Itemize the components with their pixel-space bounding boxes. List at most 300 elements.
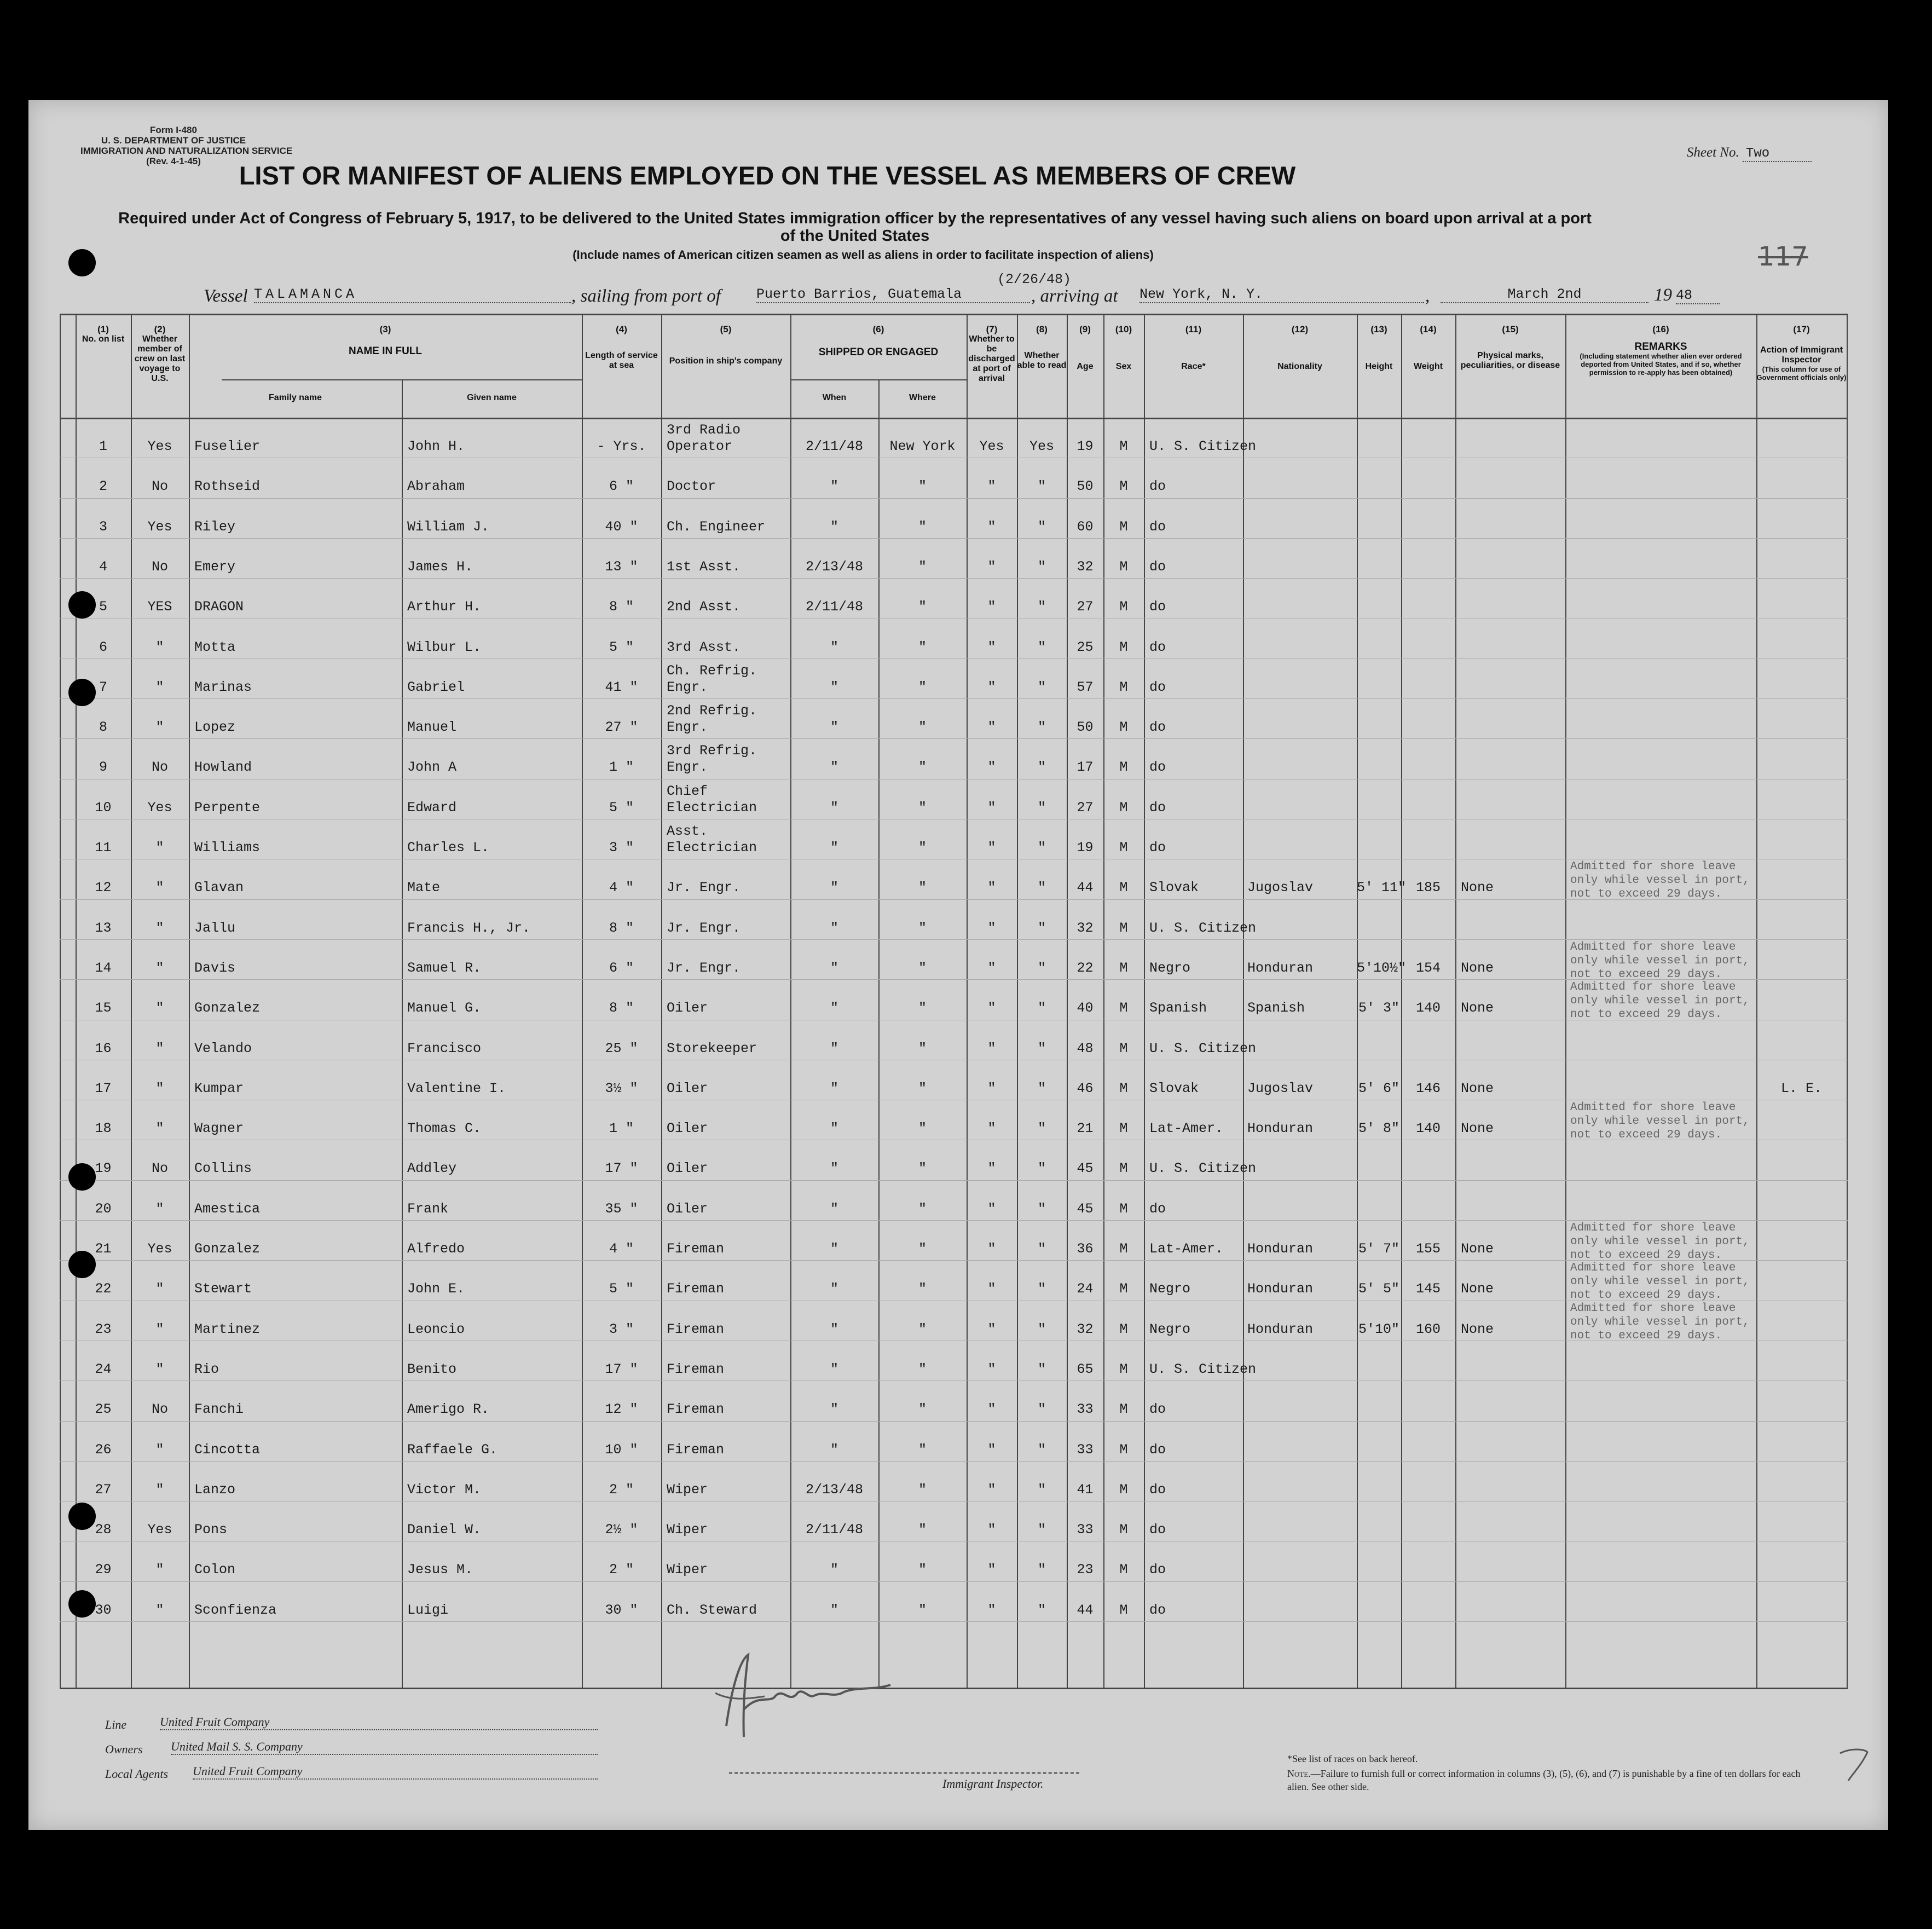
- cell-family: Stewart: [194, 1281, 252, 1297]
- cell-family: DRAGON: [194, 599, 244, 615]
- cell-where: ": [918, 1241, 927, 1257]
- cell-prev: ": [155, 1361, 164, 1377]
- cell-marks: None: [1461, 1241, 1494, 1257]
- cell-service: 2 ": [609, 1562, 634, 1578]
- header-when: When: [822, 393, 847, 402]
- cell-where: ": [918, 920, 927, 936]
- cell-remarks: Admitted for shore leave only while vessel in port, not to exceed 29 days.: [1570, 981, 1750, 1021]
- cell-family: Kumpar: [194, 1080, 244, 1096]
- cell-sex: M: [1119, 1080, 1128, 1096]
- cell-marks: None: [1461, 1321, 1494, 1337]
- cell-read: ": [1037, 960, 1046, 976]
- cell-position: 3rd Refrig. Engr.: [667, 743, 757, 776]
- cell-discharged: ": [987, 478, 996, 495]
- cell-race: U. S. Citizen: [1149, 920, 1257, 936]
- cell-age: 50: [1077, 478, 1094, 495]
- cell-family: Collins: [194, 1160, 252, 1177]
- cell-service: 1 ": [609, 759, 634, 776]
- cell-nationality: Jugoslav: [1247, 1080, 1314, 1096]
- cell-family: Colon: [194, 1562, 236, 1578]
- cell-service: 5 ": [609, 1281, 634, 1297]
- cell-where: ": [918, 1361, 927, 1377]
- cell-service: 41 ": [605, 679, 638, 695]
- cell-prev: ": [155, 1562, 164, 1578]
- cell-sex: M: [1119, 1401, 1128, 1418]
- cell-no: 25: [95, 1401, 112, 1418]
- cell-age: 65: [1077, 1361, 1094, 1377]
- cell-family: Howland: [194, 759, 252, 776]
- cell-sex: M: [1119, 920, 1128, 936]
- cell-family: Motta: [194, 639, 236, 655]
- cell-when: ": [830, 799, 838, 816]
- header-family-name: Family name: [269, 393, 322, 402]
- cell-discharged: ": [987, 799, 996, 816]
- cell-race: Negro: [1149, 1281, 1191, 1297]
- cell-read: ": [1037, 1441, 1046, 1458]
- cell-where: ": [918, 880, 927, 896]
- cell-read: ": [1037, 478, 1046, 495]
- cell-prev: ": [155, 1080, 164, 1096]
- cell-no: 24: [95, 1361, 112, 1377]
- cell-family: Cincotta: [194, 1441, 261, 1458]
- cell-prev: No: [151, 558, 168, 575]
- cell-where: ": [918, 1200, 927, 1217]
- cell-where: ": [918, 759, 927, 776]
- row-divider: [60, 1421, 1848, 1422]
- cell-sex: M: [1119, 960, 1128, 976]
- cell-where: ": [918, 558, 927, 575]
- cell-family: Fuselier: [194, 438, 261, 454]
- cell-read: ": [1037, 639, 1046, 655]
- cell-where: ": [918, 719, 927, 736]
- row-divider: [60, 498, 1848, 499]
- cell-given: Francisco: [407, 1040, 482, 1056]
- header-age: (9) Age: [1077, 324, 1094, 371]
- cell-nationality: Jugoslav: [1247, 880, 1314, 896]
- cell-service: 35 ": [605, 1200, 638, 1217]
- cell-read: ": [1037, 558, 1046, 575]
- cell-when: ": [830, 920, 838, 936]
- cell-no: 4: [99, 558, 107, 575]
- cell-weight: 185: [1415, 880, 1441, 896]
- cell-family: Lanzo: [194, 1481, 236, 1498]
- cell-prev: No: [151, 1160, 168, 1177]
- cell-discharged: ": [987, 1200, 996, 1217]
- cell-given: Edward: [407, 799, 457, 816]
- cell-age: 27: [1077, 799, 1094, 816]
- header-name-in-full: (3) NAME IN FULL: [348, 324, 423, 357]
- cell-age: 32: [1077, 1321, 1094, 1337]
- cell-service: 8 ": [609, 1000, 634, 1017]
- cell-service: 8 ": [609, 599, 634, 615]
- cell-no: 6: [99, 639, 107, 655]
- cell-given: Luigi: [407, 1602, 449, 1618]
- form-number: Form I-480: [150, 125, 197, 135]
- cell-discharged: ": [987, 518, 996, 535]
- cell-where: ": [918, 679, 927, 695]
- cell-race: do: [1149, 478, 1166, 495]
- cell-where: ": [918, 1000, 927, 1017]
- document-title: LIST OR MANIFEST OF ALIENS EMPLOYED ON THE VESSEL AS MEMBERS OF CREW: [239, 161, 1296, 190]
- cell-nationality: Honduran: [1247, 960, 1314, 976]
- cell-given: Gabriel: [407, 679, 465, 695]
- header-discharged: (7) Whether to be discharged at port of arrival: [968, 324, 1015, 383]
- cell-discharged: ": [987, 719, 996, 736]
- cell-race: do: [1149, 639, 1166, 655]
- cell-position: Jr. Engr.: [667, 960, 741, 976]
- cell-when: 2/13/48: [805, 558, 864, 575]
- document-subtitle: Required under Act of Congress of February 5, 1917, to be delivered to the United States immigration officer by the representatives of any vessel having such aliens on board upon arrival at a port of the United States: [118, 210, 1592, 245]
- cell-discharged: ": [987, 679, 996, 695]
- cell-read: ": [1037, 759, 1046, 776]
- header-height: (13) Height: [1365, 324, 1393, 371]
- inspector-signature: [693, 1644, 923, 1753]
- cell-age: 40: [1077, 1000, 1094, 1017]
- punch-hole: [68, 249, 96, 276]
- cell-prev: Yes: [147, 1241, 172, 1257]
- cell-no: 7: [99, 679, 107, 695]
- cell-when: ": [830, 1321, 838, 1337]
- form-revision: (Rev. 4-1-45): [146, 156, 201, 166]
- cell-prev: ": [155, 840, 164, 856]
- cell-given: Alfredo: [407, 1241, 465, 1257]
- cell-height: 5' 8": [1358, 1121, 1399, 1137]
- cell-position: Fireman: [667, 1241, 725, 1257]
- cell-family: Martinez: [194, 1321, 261, 1337]
- cell-service: - Yrs.: [597, 438, 646, 454]
- cell-where: ": [918, 599, 927, 615]
- cell-action: L. E.: [1780, 1080, 1822, 1096]
- cell-no: 29: [95, 1562, 112, 1578]
- footer-line-value: United Fruit Company: [160, 1715, 598, 1730]
- cell-read: ": [1037, 799, 1046, 816]
- cell-given: Raffaele G.: [407, 1441, 498, 1458]
- cell-age: 19: [1077, 438, 1094, 454]
- cell-prev: ": [155, 1200, 164, 1217]
- row-divider: [60, 939, 1848, 940]
- cell-nationality: Spanish: [1247, 1000, 1305, 1017]
- cell-when: ": [830, 518, 838, 535]
- cell-service: 2½ ": [605, 1522, 638, 1538]
- cell-age: 48: [1077, 1040, 1094, 1056]
- cell-no: 2: [99, 478, 107, 495]
- cell-sex: M: [1119, 1562, 1128, 1578]
- cell-read: ": [1037, 880, 1046, 896]
- cell-given: John E.: [407, 1281, 465, 1297]
- cell-read: ": [1037, 719, 1046, 736]
- cell-given: Addley: [407, 1160, 457, 1177]
- cell-position: Fireman: [667, 1321, 725, 1337]
- cell-service: 4 ": [609, 880, 634, 896]
- cell-no: 12: [95, 880, 112, 896]
- cell-remarks: Admitted for shore leave only while vessel in port, not to exceed 29 days.: [1570, 1262, 1750, 1302]
- cell-family: Rothseid: [194, 478, 261, 495]
- cell-where: ": [918, 478, 927, 495]
- cell-discharged: ": [987, 1321, 996, 1337]
- cell-given: Manuel: [407, 719, 457, 736]
- punch-hole: [68, 1251, 96, 1278]
- cell-family: Williams: [194, 840, 261, 856]
- handwritten-number: 117: [1758, 241, 1808, 272]
- cell-sex: M: [1119, 719, 1128, 736]
- cell-service: 27 ": [605, 719, 638, 736]
- cell-service: 3 ": [609, 840, 634, 856]
- cell-weight: 160: [1415, 1321, 1441, 1337]
- cell-given: Manuel G.: [407, 1000, 482, 1017]
- cell-when: 2/13/48: [805, 1481, 864, 1498]
- cell-prev: ": [155, 1121, 164, 1137]
- cell-read: ": [1037, 1562, 1046, 1578]
- cell-age: 27: [1077, 599, 1094, 615]
- vessel-label: Vessel: [204, 286, 248, 306]
- cell-prev: ": [155, 1040, 164, 1056]
- cell-no: 9: [99, 759, 107, 776]
- note-text: —Failure to furnish full or correct information in columns (3), (5), (6), and (7) is punishable by a fine of ten dollars for each alien. See other side.: [1287, 1768, 1801, 1792]
- cell-sex: M: [1119, 799, 1128, 816]
- cell-remarks: Admitted for shore leave only while vessel in port, not to exceed 29 days.: [1570, 1101, 1750, 1142]
- cell-weight: 145: [1415, 1281, 1441, 1297]
- cell-where: ": [918, 799, 927, 816]
- cell-service: 4 ": [609, 1241, 634, 1257]
- row-divider: [60, 1180, 1848, 1181]
- cell-position: Oiler: [667, 1200, 708, 1217]
- cell-discharged: ": [987, 1080, 996, 1096]
- header-position: (5) Position in ship's company: [669, 324, 783, 366]
- cell-sex: M: [1119, 1361, 1128, 1377]
- cell-race: do: [1149, 1522, 1166, 1538]
- cell-sex: M: [1119, 518, 1128, 535]
- cell-height: 5' 11": [1357, 880, 1407, 896]
- cell-age: 50: [1077, 719, 1094, 736]
- header-race: (11) Race*: [1181, 324, 1206, 371]
- cell-position: 3rd Radio Operator: [667, 422, 741, 454]
- cell-age: 19: [1077, 840, 1094, 856]
- header-given-name: Given name: [467, 393, 517, 402]
- cell-when: 2/11/48: [805, 599, 864, 615]
- cell-where: ": [918, 1160, 927, 1177]
- cell-discharged: ": [987, 1241, 996, 1257]
- race-note: *See list of races on back hereof.: [1287, 1753, 1418, 1764]
- page-mark: [1835, 1742, 1878, 1786]
- header-shipped-or-engaged: (6) SHIPPED OR ENGAGED: [818, 324, 939, 358]
- cell-race: do: [1149, 1401, 1166, 1418]
- cell-service: 10 ": [605, 1441, 638, 1458]
- cell-service: 8 ": [609, 920, 634, 936]
- header-previous-voyage: (2) Whether member of crew on last voyage to U.S.: [134, 324, 186, 383]
- punch-hole: [68, 591, 96, 619]
- cell-service: 6 ": [609, 960, 634, 976]
- arrival-port: New York, N. Y.: [1139, 286, 1424, 303]
- cell-weight: 155: [1415, 1241, 1441, 1257]
- cell-race: do: [1149, 518, 1166, 535]
- cell-discharged: ": [987, 1040, 996, 1056]
- cell-prev: ": [155, 1481, 164, 1498]
- cell-no: 17: [95, 1080, 112, 1096]
- footer-agents-label: Local Agents: [105, 1767, 169, 1781]
- footer-owners-value: United Mail S. S. Company: [171, 1740, 598, 1755]
- cell-sex: M: [1119, 1160, 1128, 1177]
- cell-sex: M: [1119, 1441, 1128, 1458]
- cell-position: Oiler: [667, 1160, 708, 1177]
- cell-family: Velando: [194, 1040, 252, 1056]
- header-inspector-action: (17) Action of Immigrant Inspector (This column for use of Government officials only): [1756, 324, 1847, 382]
- document-note: (Include names of American citizen seamen as well as aliens in order to facilitate inspection of aliens): [572, 248, 1154, 262]
- cell-prev: ": [155, 1321, 164, 1337]
- cell-read: ": [1037, 1401, 1046, 1418]
- cell-height: 5'10½": [1357, 960, 1407, 976]
- row-divider: [60, 1220, 1848, 1221]
- cell-marks: None: [1461, 880, 1494, 896]
- cell-sex: M: [1119, 1281, 1128, 1297]
- cell-remarks: Admitted for shore leave only while vessel in port, not to exceed 29 days.: [1570, 940, 1750, 981]
- cell-discharged: ": [987, 1441, 996, 1458]
- cell-position: Jr. Engr.: [667, 920, 741, 936]
- cell-service: 12 ": [605, 1401, 638, 1418]
- cell-discharged: ": [987, 920, 996, 936]
- cell-age: 33: [1077, 1441, 1094, 1458]
- cell-when: ": [830, 1241, 838, 1257]
- cell-discharged: ": [987, 759, 996, 776]
- arrival-year: 48: [1676, 287, 1720, 304]
- cell-position: 1st Asst.: [667, 558, 741, 575]
- cell-family: Perpente: [194, 799, 261, 816]
- cell-given: Frank: [407, 1200, 449, 1217]
- cell-read: ": [1037, 1080, 1046, 1096]
- cell-when: ": [830, 1602, 838, 1618]
- cell-sex: M: [1119, 880, 1128, 896]
- cell-sex: M: [1119, 1481, 1128, 1498]
- cell-nationality: Honduran: [1247, 1241, 1314, 1257]
- cell-given: Benito: [407, 1361, 457, 1377]
- cell-sex: M: [1119, 840, 1128, 856]
- cell-service: 5 ": [609, 639, 634, 655]
- cell-age: 60: [1077, 518, 1094, 535]
- cell-when: ": [830, 1401, 838, 1418]
- cell-position: Fireman: [667, 1281, 725, 1297]
- cell-position: Ch. Engineer: [667, 518, 766, 535]
- departure-port: Puerto Barrios, Guatemala: [756, 286, 1030, 303]
- cell-when: ": [830, 1441, 838, 1458]
- cell-service: 2 ": [609, 1481, 634, 1498]
- row-divider: [60, 698, 1848, 699]
- cell-no: 16: [95, 1040, 112, 1056]
- cell-discharged: ": [987, 1481, 996, 1498]
- cell-family: Riley: [194, 518, 236, 535]
- cell-where: ": [918, 1321, 927, 1337]
- cell-race: U. S. Citizen: [1149, 1040, 1257, 1056]
- cell-read: ": [1037, 1361, 1046, 1377]
- cell-nationality: Honduran: [1247, 1121, 1314, 1137]
- cell-sex: M: [1119, 759, 1128, 776]
- header-no-on-list: (1) No. on list: [82, 324, 125, 344]
- cell-remarks: Admitted for shore leave only while vessel in port, not to exceed 29 days.: [1570, 1222, 1750, 1262]
- header-remarks: (16) REMARKS (Including statement whether alien ever ordered deported from United States, and if so, whether permission to re-apply has been obtained): [1580, 324, 1742, 377]
- cell-sex: M: [1119, 1040, 1128, 1056]
- cell-family: Wagner: [194, 1121, 244, 1137]
- cell-age: 32: [1077, 920, 1094, 936]
- cell-service: 17 ": [605, 1160, 638, 1177]
- cell-remarks: Admitted for shore leave only while vessel in port, not to exceed 29 days.: [1570, 1302, 1750, 1342]
- cell-no: 5: [99, 599, 107, 615]
- cell-family: Pons: [194, 1522, 228, 1538]
- cell-position: Asst. Electrician: [667, 823, 757, 856]
- cell-marks: None: [1461, 960, 1494, 976]
- cell-where: ": [918, 1602, 927, 1618]
- cell-when: ": [830, 1121, 838, 1137]
- cell-position: Oiler: [667, 1080, 708, 1096]
- cell-prev: ": [155, 920, 164, 936]
- cell-sex: M: [1119, 679, 1128, 695]
- cell-no: 14: [95, 960, 112, 976]
- cell-no: 1: [99, 438, 107, 454]
- cell-read: ": [1037, 1481, 1046, 1498]
- cell-where: ": [918, 1401, 927, 1418]
- cell-given: Wilbur L.: [407, 639, 482, 655]
- cell-given: Jesus M.: [407, 1562, 473, 1578]
- cell-age: 45: [1077, 1160, 1094, 1177]
- cell-given: Samuel R.: [407, 960, 482, 976]
- cell-given: Charles L.: [407, 840, 490, 856]
- cell-weight: 140: [1415, 1000, 1441, 1017]
- row-divider: [60, 578, 1848, 579]
- cell-race: Negro: [1149, 1321, 1191, 1337]
- cell-discharged: ": [987, 1562, 996, 1578]
- cell-family: Rio: [194, 1361, 219, 1377]
- note-label: Note.: [1287, 1768, 1311, 1779]
- cell-where: ": [918, 960, 927, 976]
- cell-prev: ": [155, 1602, 164, 1618]
- cell-family: Gonzalez: [194, 1241, 261, 1257]
- arriving-label: , arriving at: [1031, 286, 1118, 306]
- cell-given: Amerigo R.: [407, 1401, 490, 1418]
- cell-position: Ch. Steward: [667, 1602, 757, 1618]
- cell-sex: M: [1119, 1241, 1128, 1257]
- cell-sex: M: [1119, 1200, 1128, 1217]
- cell-read: ": [1037, 840, 1046, 856]
- cell-read: ": [1037, 1040, 1046, 1056]
- cell-marks: None: [1461, 1281, 1494, 1297]
- cell-where: ": [918, 639, 927, 655]
- cell-service: 30 ": [605, 1602, 638, 1618]
- cell-given: William J.: [407, 518, 490, 535]
- cell-service: 5 ": [609, 799, 634, 816]
- cell-when: ": [830, 960, 838, 976]
- cell-sex: M: [1119, 1000, 1128, 1017]
- cell-position: Wiper: [667, 1562, 708, 1578]
- cell-discharged: ": [987, 1160, 996, 1177]
- cell-discharged: ": [987, 1401, 996, 1418]
- cell-race: Lat-Amer.: [1149, 1241, 1224, 1257]
- row-divider: [60, 1621, 1848, 1622]
- cell-nationality: Honduran: [1247, 1321, 1314, 1337]
- cell-service: 3 ": [609, 1321, 634, 1337]
- header-physical-marks: (15) Physical marks, peculiarities, or disease: [1460, 324, 1560, 370]
- cell-prev: No: [151, 759, 168, 776]
- cell-when: ": [830, 1160, 838, 1177]
- cell-no: 27: [95, 1481, 112, 1498]
- cell-race: Slovak: [1149, 880, 1199, 896]
- cell-given: Leoncio: [407, 1321, 465, 1337]
- cell-prev: Yes: [147, 799, 172, 816]
- cell-read: Yes: [1029, 438, 1054, 454]
- cell-prev: No: [151, 478, 168, 495]
- sailing-date: (2/26/48): [997, 272, 1072, 287]
- cell-prev: ": [155, 1281, 164, 1297]
- voyage-line: Vessel TALAMANCA , sailing from port of Puerto Barrios, Guatemala , arriving at New York, N. Y. , March 2nd 19 48: [204, 286, 1791, 308]
- cell-height: 5'10": [1358, 1321, 1399, 1337]
- cell-age: 24: [1077, 1281, 1094, 1297]
- cell-when: ": [830, 1562, 838, 1578]
